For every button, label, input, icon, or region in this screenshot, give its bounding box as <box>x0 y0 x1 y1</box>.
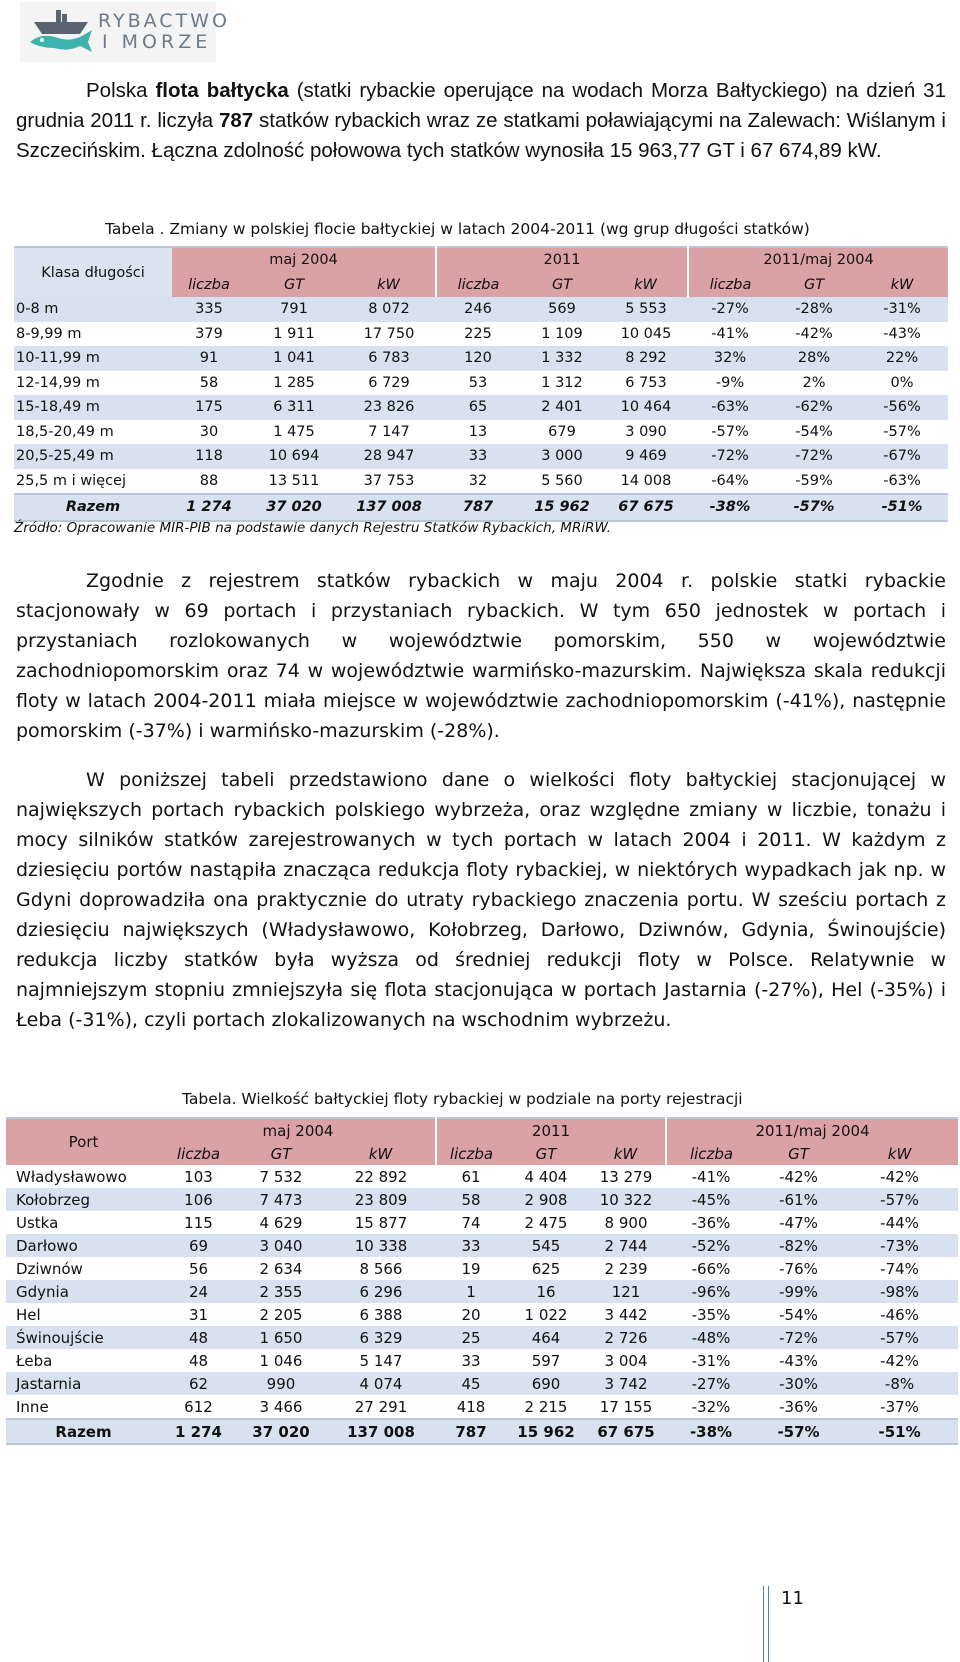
table-cell: -42% <box>795 325 833 342</box>
table-cell: 545 <box>506 1234 586 1257</box>
table-cell: 1 <box>436 1280 506 1303</box>
table-row <box>6 1280 958 1303</box>
table-cell: -57% <box>883 423 921 440</box>
table-cell: 58 <box>199 374 219 391</box>
table-cell: -32% <box>691 1397 731 1416</box>
group-header: 2011/maj 2004 <box>666 1118 958 1142</box>
row-label: Świnoujście <box>6 1326 161 1349</box>
table-row <box>6 1257 958 1280</box>
table-cell: -74% <box>880 1259 919 1278</box>
table-row <box>6 1303 958 1326</box>
table-cell: 418 <box>456 1397 486 1416</box>
logo-line1: RYBACTWO <box>98 10 230 32</box>
column-header: liczba <box>666 1142 756 1165</box>
table-cell: 791 <box>246 297 342 322</box>
table-cell: 2 634 <box>259 1259 303 1278</box>
total-cell: 1 274 <box>161 1419 236 1444</box>
table-row <box>14 322 948 347</box>
table-cell: 9 469 <box>604 444 688 469</box>
table-cell: 15 877 <box>354 1213 408 1232</box>
table1-caption: Tabela . Zmiany w polskiej flocie bałtyckiej w latach 2004-2011 (wg grup długości statków) <box>105 220 810 238</box>
total-cell: 37 020 <box>246 494 342 521</box>
table-cell: 2 355 <box>236 1280 326 1303</box>
total-cell: -57% <box>756 1419 841 1444</box>
total-cell: -57% <box>772 494 856 521</box>
total-label: Razem <box>14 494 172 521</box>
table-cell: 10 045 <box>620 325 672 342</box>
table-cell: -57% <box>841 1188 958 1211</box>
logo-line2: I MORZE <box>102 31 212 53</box>
table-cell: 464 <box>506 1326 586 1349</box>
table-cell: 3 466 <box>259 1397 303 1416</box>
column-header: liczba <box>436 273 520 298</box>
table-row <box>6 1211 958 1234</box>
table-cell: 2 401 <box>520 395 604 420</box>
table-row <box>14 420 948 445</box>
table-cell: 1 285 <box>273 374 315 391</box>
table-cell: 62 <box>161 1372 236 1395</box>
table-cell: 13 511 <box>268 472 320 489</box>
total-label: Razem <box>6 1419 161 1444</box>
row-label: Jastarnia <box>6 1372 161 1395</box>
fish-boat-icon <box>28 8 94 56</box>
table-row <box>14 297 948 322</box>
table-cell: 246 <box>436 297 520 322</box>
table-cell: -45% <box>666 1188 756 1211</box>
table-cell: 120 <box>436 346 520 371</box>
fleet-ports-table <box>6 1117 958 1445</box>
table-cell: 8 292 <box>604 346 688 371</box>
table-cell: 1 650 <box>236 1326 326 1349</box>
table-cell: -62% <box>772 395 856 420</box>
table-cell: 690 <box>506 1372 586 1395</box>
table-cell: 2 215 <box>524 1397 568 1416</box>
logo <box>20 2 230 62</box>
table-cell: 10 322 <box>586 1188 666 1211</box>
table-cell: -42% <box>880 1351 919 1370</box>
row-label: Darłowo <box>6 1234 161 1257</box>
table-cell: 16 <box>506 1280 586 1303</box>
table-row <box>6 1349 958 1372</box>
total-cell: 787 <box>436 494 520 521</box>
total-cell: 67 675 <box>586 1419 666 1444</box>
table-row <box>6 1188 958 1211</box>
table-cell: 3 090 <box>625 423 667 440</box>
table-cell: 625 <box>531 1259 561 1278</box>
paragraph-analysis: W poniższej tabeli przedstawiono dane o wielkości floty bałtyckiej stacjonującej w największych portach rybackich polskiego wybrzeża, oraz względne zmiany w liczbie, tonażu i mocy silników statków zarejestrowanych w tych portach w latach 2004 i 2011. W każdym z dziesięciu portów nastąpiła znacząca redukcja floty rybackiej, w niektórych wypadkach jak np. w Gdyni doprowadziła ona praktycznie do utraty rybackiego znaczenia portu. W sześciu portach z dziesięciu największych (Władysławowo, Kołobrzeg, Darłowo, Dziwnów, Gdynia, Świnoujście) redukcja liczby statków była wyższa od średniej redukcji floty w Polsce. Relatywnie w najmniejszym stopniu zmniejszyła się flota stacjonująca w portach Jastarnia (-27%), Hel (-35%) i Łeba (-31%), czyli portach zlokalizowanych na wschodnim wybrzeżu. <box>16 769 946 1031</box>
table-cell: -41% <box>711 325 749 342</box>
total-row <box>6 1419 958 1444</box>
table-cell: 20 <box>461 1305 481 1324</box>
table-cell: 53 <box>468 374 488 391</box>
table-cell: -48% <box>666 1326 756 1349</box>
table-cell: 6 388 <box>359 1305 403 1324</box>
table-cell: -43% <box>779 1351 818 1370</box>
column-header: kW <box>342 273 436 298</box>
table-cell: -47% <box>779 1213 818 1232</box>
table-cell: 32 <box>468 472 488 489</box>
table-cell: -72% <box>772 444 856 469</box>
row-label: 15-18,49 m <box>14 395 172 420</box>
table-cell: -72% <box>756 1326 841 1349</box>
table-row <box>14 371 948 396</box>
column-header: kW <box>604 273 688 298</box>
table-cell: -61% <box>756 1188 841 1211</box>
total-cell: -38% <box>666 1419 756 1444</box>
table-cell: 13 279 <box>599 1167 653 1186</box>
column-header: kW <box>326 1142 436 1165</box>
table-cell: 2 239 <box>604 1259 648 1278</box>
table-cell: -64% <box>711 472 749 489</box>
table-cell: 1 046 <box>259 1351 303 1370</box>
column-header: GT <box>756 1142 841 1165</box>
table-row <box>14 346 948 371</box>
table-cell: 597 <box>531 1351 561 1370</box>
table-cell: -98% <box>841 1280 958 1303</box>
table-cell: 2 205 <box>259 1305 303 1324</box>
table-cell: 5 560 <box>541 472 583 489</box>
table-cell: -76% <box>779 1259 818 1278</box>
table-cell: -67% <box>856 444 948 469</box>
table-cell: 225 <box>464 325 492 342</box>
table-cell: 679 <box>548 423 576 440</box>
table-cell: 24 <box>161 1280 236 1303</box>
table-cell: 48 <box>188 1351 209 1370</box>
row-label: 0-8 m <box>14 297 172 322</box>
row-label: 10-11,99 m <box>14 346 172 371</box>
table-cell: 6 311 <box>246 395 342 420</box>
table-cell: -28% <box>772 297 856 322</box>
table-cell: 65 <box>436 395 520 420</box>
row-header: Port <box>6 1118 161 1165</box>
table-cell: -56% <box>856 395 948 420</box>
table-cell: 19 <box>461 1259 481 1278</box>
total-cell: -51% <box>841 1419 958 1444</box>
table-cell: 4 629 <box>259 1213 303 1232</box>
column-header: kW <box>841 1142 958 1165</box>
table-row <box>6 1234 958 1257</box>
table-cell: 31 <box>188 1305 209 1324</box>
table-cell: 612 <box>184 1397 213 1416</box>
table-cell: 3 040 <box>236 1234 326 1257</box>
table-cell: 25 <box>436 1326 506 1349</box>
table-cell: -96% <box>666 1280 756 1303</box>
table-cell: 10 338 <box>326 1234 436 1257</box>
column-header: liczba <box>688 273 772 298</box>
table-cell: 27 291 <box>354 1397 408 1416</box>
table-cell: 6 753 <box>625 374 667 391</box>
table-cell: -36% <box>779 1397 818 1416</box>
table-cell: 6 729 <box>368 374 410 391</box>
table-cell: -35% <box>691 1305 731 1324</box>
table-cell: 33 <box>461 1351 481 1370</box>
table-cell: 1 022 <box>524 1305 568 1324</box>
table-cell: -44% <box>880 1213 919 1232</box>
table-cell: 2 908 <box>506 1188 586 1211</box>
table-cell: 8 566 <box>359 1259 403 1278</box>
column-header: GT <box>520 273 604 298</box>
table-cell: 28 947 <box>342 444 436 469</box>
total-cell: 37 020 <box>236 1419 326 1444</box>
table-cell: 3 004 <box>604 1351 648 1370</box>
table-cell: -57% <box>711 423 749 440</box>
page-number-rule <box>763 1586 769 1662</box>
table-cell: 8 900 <box>604 1213 648 1232</box>
table-cell: -9% <box>715 374 745 391</box>
table-cell: -42% <box>779 1167 818 1186</box>
table-cell: 3 742 <box>586 1372 666 1395</box>
table-cell: 115 <box>184 1213 213 1232</box>
table-row <box>6 1372 958 1395</box>
table-cell: -8% <box>841 1372 958 1395</box>
table-row <box>6 1326 958 1349</box>
row-label: Gdynia <box>6 1280 161 1303</box>
table-cell: -36% <box>691 1213 731 1232</box>
table-cell: 1 312 <box>541 374 583 391</box>
fleet-length-table <box>14 246 948 522</box>
table-cell: 7 147 <box>368 423 410 440</box>
table-row <box>14 444 948 469</box>
table-cell: -37% <box>880 1397 919 1416</box>
table-cell: 10 464 <box>604 395 688 420</box>
table-cell: 2 726 <box>586 1326 666 1349</box>
row-label: Kołobrzeg <box>6 1188 161 1211</box>
total-cell: 137 008 <box>342 494 436 521</box>
table-cell: -82% <box>756 1234 841 1257</box>
table-cell: 103 <box>184 1167 213 1186</box>
table-cell: 0% <box>890 374 914 391</box>
table-cell: 379 <box>195 325 223 342</box>
table-cell: 45 <box>436 1372 506 1395</box>
row-label: 8-9,99 m <box>16 325 82 342</box>
table-row <box>14 469 948 495</box>
row-label: Ustka <box>16 1213 59 1232</box>
table-cell: 23 826 <box>342 395 436 420</box>
column-header: GT <box>772 273 856 298</box>
table-cell: 91 <box>172 346 246 371</box>
table-cell: 106 <box>161 1188 236 1211</box>
table-cell: -54% <box>779 1305 818 1324</box>
total-cell: -38% <box>688 494 772 521</box>
table-cell: 6 296 <box>326 1280 436 1303</box>
table-cell: 74 <box>461 1213 481 1232</box>
table-cell: 1 475 <box>273 423 315 440</box>
table-cell: 1 109 <box>541 325 583 342</box>
table-cell: 22% <box>856 346 948 371</box>
column-header: liczba <box>161 1142 236 1165</box>
table-row <box>14 395 948 420</box>
table-cell: 23 809 <box>326 1188 436 1211</box>
table-cell: -73% <box>841 1234 958 1257</box>
table-cell: 30 <box>199 423 219 440</box>
table-cell: 17 155 <box>599 1397 653 1416</box>
table-cell: 2% <box>802 374 826 391</box>
table-cell: 69 <box>161 1234 236 1257</box>
table-cell: 37 753 <box>363 472 415 489</box>
column-header: liczba <box>172 273 246 298</box>
table-row <box>6 1395 958 1419</box>
table-cell: 2 744 <box>586 1234 666 1257</box>
table-cell: 1 041 <box>246 346 342 371</box>
group-header: 2011 <box>436 247 688 273</box>
total-cell: 787 <box>436 1419 506 1444</box>
column-header: GT <box>246 273 342 298</box>
table-cell: 56 <box>188 1259 209 1278</box>
column-header: GT <box>236 1142 326 1165</box>
table-cell: -42% <box>880 1167 919 1186</box>
table-cell: 33 <box>436 1234 506 1257</box>
table-cell: 118 <box>172 444 246 469</box>
table-cell: 88 <box>199 472 219 489</box>
total-cell: 67 675 <box>604 494 688 521</box>
table-cell: -66% <box>691 1259 731 1278</box>
total-cell: 15 962 <box>520 494 604 521</box>
row-label: Władysławowo <box>16 1167 127 1186</box>
total-cell: 137 008 <box>326 1419 436 1444</box>
table-cell: 28% <box>772 346 856 371</box>
row-label: Inne <box>16 1397 49 1416</box>
column-header: kW <box>586 1142 666 1165</box>
table-cell: -72% <box>688 444 772 469</box>
table-cell: 17 750 <box>363 325 415 342</box>
table-cell: -31% <box>691 1351 731 1370</box>
total-cell: 1 274 <box>172 494 246 521</box>
table-row <box>6 1165 958 1188</box>
column-header: GT <box>506 1142 586 1165</box>
column-header: liczba <box>436 1142 506 1165</box>
table-cell: 10 694 <box>246 444 342 469</box>
table-cell: -63% <box>883 472 921 489</box>
group-header: 2011 <box>436 1118 666 1142</box>
total-row <box>14 494 948 521</box>
table-cell: 48 <box>161 1326 236 1349</box>
row-header: Klasa długości <box>14 247 172 297</box>
table-cell: -57% <box>841 1326 958 1349</box>
table-cell: -43% <box>883 325 921 342</box>
row-label: 18,5-20,49 m <box>16 423 114 440</box>
table2-caption: Tabela. Wielkość bałtyckiej floty rybackiej w podziale na porty rejestracji <box>182 1090 743 1108</box>
row-label: Łeba <box>16 1351 53 1370</box>
total-cell: 15 962 <box>506 1419 586 1444</box>
group-header: maj 2004 <box>161 1118 436 1142</box>
table-cell: -99% <box>756 1280 841 1303</box>
table-cell: -27% <box>666 1372 756 1395</box>
table-cell: -27% <box>688 297 772 322</box>
table-cell: 7 473 <box>236 1188 326 1211</box>
table-cell: -63% <box>688 395 772 420</box>
table-cell: 6 329 <box>326 1326 436 1349</box>
table-cell: 8 072 <box>342 297 436 322</box>
table-cell: 33 <box>436 444 520 469</box>
table-cell: -54% <box>795 423 833 440</box>
table-cell: -31% <box>856 297 948 322</box>
row-label: Hel <box>16 1305 41 1324</box>
table-cell: -30% <box>756 1372 841 1395</box>
table-cell: 58 <box>436 1188 506 1211</box>
table-cell: 13 <box>468 423 488 440</box>
table-cell: 6 783 <box>342 346 436 371</box>
table-cell: 4 404 <box>524 1167 568 1186</box>
table-cell: 32% <box>688 346 772 371</box>
row-label: Dziwnów <box>16 1259 83 1278</box>
table-cell: 2 475 <box>524 1213 568 1232</box>
column-header: kW <box>856 273 948 298</box>
table-cell: 121 <box>586 1280 666 1303</box>
total-cell: -51% <box>856 494 948 521</box>
row-label: 12-14,99 m <box>16 374 100 391</box>
group-header: maj 2004 <box>172 247 436 273</box>
table-cell: 1 911 <box>273 325 315 342</box>
table-cell: 5 553 <box>604 297 688 322</box>
table-cell: 3 000 <box>520 444 604 469</box>
table-cell: 5 147 <box>359 1351 403 1370</box>
table-cell: 61 <box>461 1167 481 1186</box>
paragraph-ports: Zgodnie z rejestrem statków rybackich w maju 2004 r. polskie statki rybackie stacjonowały w 69 portach i przystaniach rybackich. W tym 650 jednostek w portach i przystaniach rozlokowanych w województwie pomorskim, 550 w województwie zachodniopomorskim oraz 74 w województwie warmińsko-mazurskim. Największa skala redukcji floty w latach 2004-2011 miała miejsce w województwie zachodniopomorskim (-41%), następnie pomorskim (-37%) i warmińsko-mazurskim (-28%). <box>16 570 946 742</box>
table-cell: 3 442 <box>604 1305 648 1324</box>
table-cell: 14 008 <box>620 472 672 489</box>
table-cell: -46% <box>880 1305 919 1324</box>
table-cell: -52% <box>666 1234 756 1257</box>
table-cell: 569 <box>520 297 604 322</box>
table-cell: 1 332 <box>520 346 604 371</box>
table-cell: 990 <box>236 1372 326 1395</box>
table1-source: Źródło: Opracowanie MIR-PIB na podstawie danych Rejestru Statków Rybackich, MRiRW. <box>14 520 612 536</box>
table-cell: 7 532 <box>259 1167 303 1186</box>
table-cell: 175 <box>172 395 246 420</box>
table-cell: 335 <box>172 297 246 322</box>
table-cell: 4 074 <box>326 1372 436 1395</box>
intro-paragraph: Polska flota bałtycka (statki rybackie operujące na wodach Morza Bałtyckiego) na dzień 31 grudnia 2011 r. liczyła 787 statków rybackich wraz ze statkami poławiającymi na Zalewach: Wiślanym i Szczecińskim. Łączna zdolność połowowa tych statków wynosiła 15 963,77 GT i 67 674,89 kW. <box>16 79 946 162</box>
table-cell: 22 892 <box>354 1167 408 1186</box>
group-header: 2011/maj 2004 <box>688 247 948 273</box>
page-number: 11 <box>781 1588 804 1609</box>
table-cell: -41% <box>691 1167 731 1186</box>
row-label: 25,5 m i więcej <box>16 472 126 489</box>
row-label: 20,5-25,49 m <box>14 444 172 469</box>
table-cell: -59% <box>795 472 833 489</box>
